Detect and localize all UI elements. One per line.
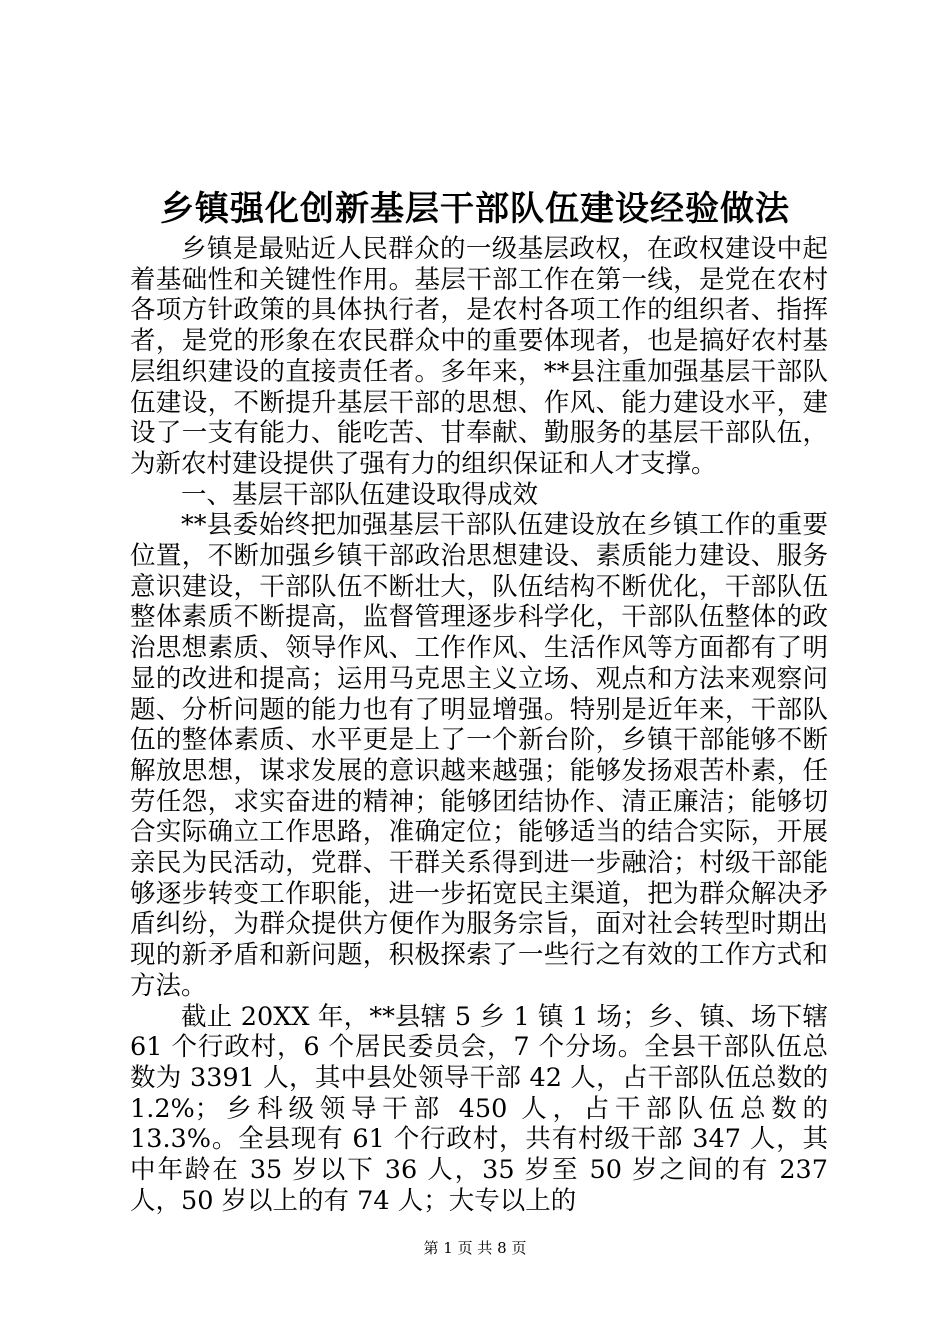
document-body: [130, 234, 828, 1217]
paragraph-achievements: **县委始终把加强基层干部队伍建设放在乡镇工作的重要位置，不断加强乡镇干部政治思想建设、素质能力建设、服务意识建设，干部队伍不断壮大，队伍结构不断优化，干部队伍整体素质不断提高，监督管理逐步科学化，干部队伍整体的政治思想素质、领导作风、工作作风、生活作风等方面都有了明显的改进和提高；运用马克思主义立场、观点和方法来观察问题、分析问题的能力也有了明显增强。特别是近年来，干部队伍的整体素质、水平更是上了一个新台阶，乡镇干部能够不断解放思想，谋求发展的意识越来越强；能够发扬艰苦朴素，任劳任怨，求实奋进的精神；能够团结协作、清正廉洁；能够切合实际确立工作思路，准确定位；能够适当的结合实际，开展亲民为民活动，党群、干群关系得到进一步融洽；村级干部能够逐步转变工作职能，进一步拓宽民主渠道，把为群众解决矛盾纠纷，为群众提供方便作为服务宗旨，面对社会转型时期出现的新矛盾和新问题，积极探索了一些行之有效的工作方式和方法。: [130, 510, 828, 1001]
document-title: 乡镇强化创新基层干部队伍建设经验做法: [160, 189, 790, 229]
paragraph-statistics: 截止 20XX 年，**县辖 5 乡 1 镇 1 场；乡、镇、场下辖 61 个行政村，6 个居民委员会，7 个分场。全县干部队伍总数为 3391 人，其中县处领导干部 42 人，占干部队伍总数的 1.2%；乡科级领导干部 450 人，占干部队伍总数的 13.3%。全县现有 61 个行政村，共有村级干部 347 人，其中年龄在 35 岁以下 36 人，35 岁至 50 岁之间的有 237 人，50 岁以上的有 74 人；大专以上的: [130, 1001, 828, 1216]
page-footer: 第 1 页 共 8 页: [423, 1239, 527, 1257]
paragraph-intro: 乡镇是最贴近人民群众的一级基层政权，在政权建设中起着基础性和关键性作用。基层干部工作在第一线，是党在农村各项方针政策的具体执行者，是农村各项工作的组织者、指挥者，是党的形象在农民群众中的重要体现者，也是搞好农村基层组织建设的直接责任者。多年来，**县注重加强基层干部队伍建设，不断提升基层干部的思想、作风、能力建设水平，建设了一支有能力、能吃苦、甘奉献、勤服务的基层干部队伍，为新农村建设提供了强有力的组织保证和人才支撑。: [130, 234, 828, 479]
section-heading: 一、基层干部队伍建设取得成效: [181, 479, 539, 510]
